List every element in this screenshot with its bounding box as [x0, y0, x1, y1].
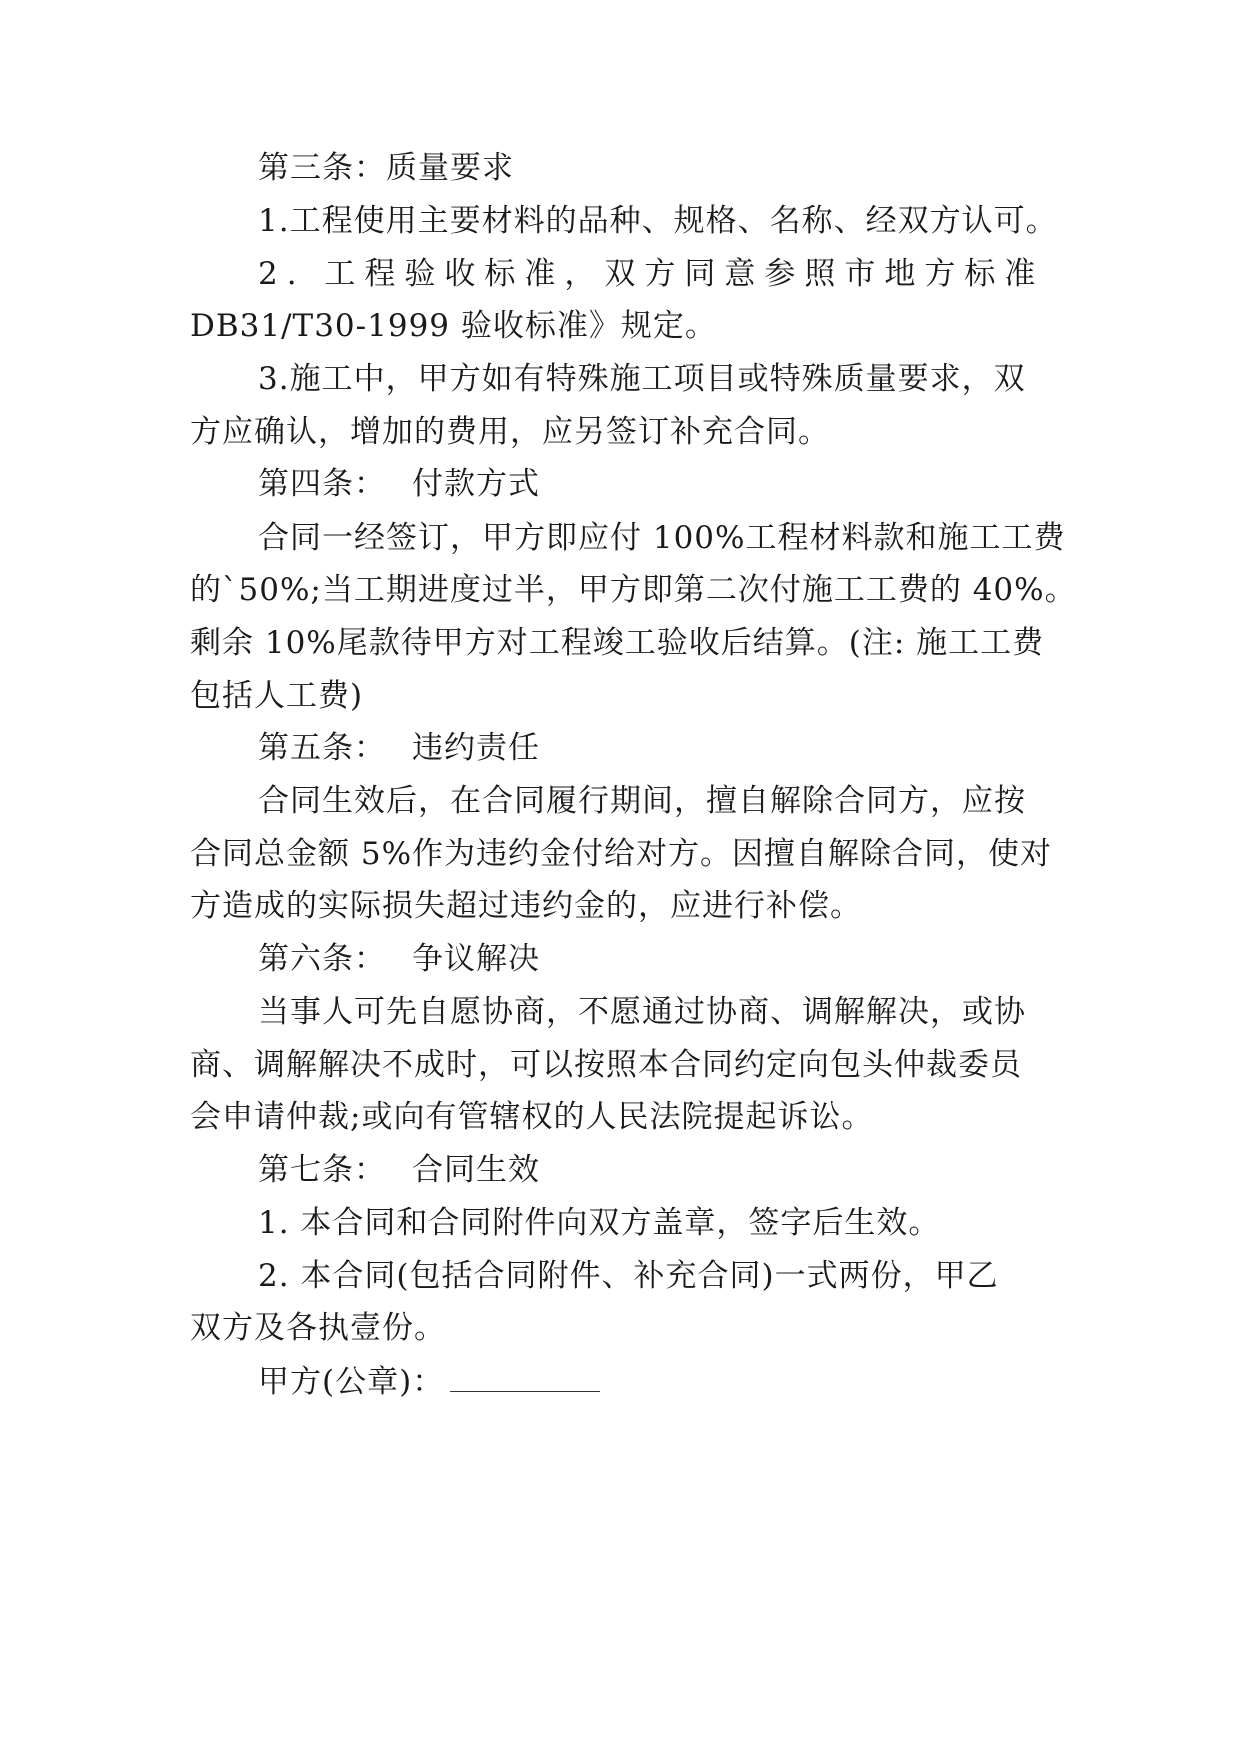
party-a-signature-line — [258, 1361, 600, 1402]
article4-para-line3: 剩余 10%尾款待甲方对工程竣工验收后结算。(注: 施工工费 — [190, 625, 1045, 661]
article3-item3-line1: 3.施工中，甲方如有特殊施工项目或特殊质量要求，双 — [258, 361, 1026, 397]
article6-heading — [258, 939, 540, 979]
article5-number: 第五条： — [258, 730, 386, 766]
article4-para-line2: 的`50%;当工期进度过半，甲方即第二次付施工工费的 40%。 — [190, 572, 1077, 608]
article3-heading — [258, 148, 514, 188]
article6-para-line3: 会申请仲裁;或向有管辖权的人民法院提起诉讼。 — [190, 1099, 874, 1135]
article3-item3-line2: 方应确认，增加的费用，应另签订补充合同。 — [190, 414, 830, 450]
article6-para-line1: 当事人可先自愿协商，不愿通过协商、调解解决，或协 — [258, 994, 1026, 1030]
article5-para-line3: 方造成的实际损失超过违约金的，应进行补偿。 — [190, 888, 862, 924]
article3-item1: 1.工程使用主要材料的品种、规格、名称、经双方认可。 — [258, 203, 1058, 239]
article3-item2-line1: 2. 工程验收标准，双方同意参照市地方标准 — [258, 256, 1045, 292]
article7-item1: 1. 本合同和合同附件向双方盖章，签字后生效。 — [258, 1205, 941, 1241]
article5-heading — [258, 728, 540, 768]
article5-para-line1: 合同生效后，在合同履行期间，擅自解除合同方，应按 — [258, 783, 1026, 819]
article5-para-line2: 合同总金额 5%作为违约金付给对方。因擅自解除合同，使对 — [190, 836, 1053, 872]
article6-para-line2: 商、调解解决不成时，可以按照本合同约定向包头仲裁委员 — [190, 1047, 1022, 1083]
article3-title: 质量要求 — [386, 150, 514, 186]
article4-heading — [258, 464, 540, 504]
article4-para-line4: 包括人工费) — [190, 678, 364, 714]
article7-title: 合同生效 — [412, 1152, 540, 1188]
article5-title: 违约责任 — [412, 730, 540, 766]
article4-para-line1: 合同一经签订，甲方即应付 100%工程材料款和施工工费 — [258, 520, 1066, 556]
article3-item2-line2: DB31/T30-1999 验收标准》规定。 — [190, 308, 717, 344]
party-a-label: 甲方(公章)： — [258, 1364, 445, 1400]
article6-title: 争议解决 — [412, 941, 540, 977]
article3-number: 第三条： — [258, 150, 386, 186]
party-a-signature-blank — [450, 1361, 600, 1392]
article6-number: 第六条： — [258, 941, 386, 977]
article7-number: 第七条： — [258, 1152, 386, 1188]
article4-number: 第四条： — [258, 466, 386, 502]
article7-item2-line2: 双方及各执壹份。 — [190, 1310, 446, 1346]
article7-item2-line1: 2. 本合同(包括合同附件、补充合同)一式两份，甲乙 — [258, 1258, 999, 1294]
article4-title: 付款方式 — [412, 466, 540, 502]
article7-heading — [258, 1150, 540, 1190]
